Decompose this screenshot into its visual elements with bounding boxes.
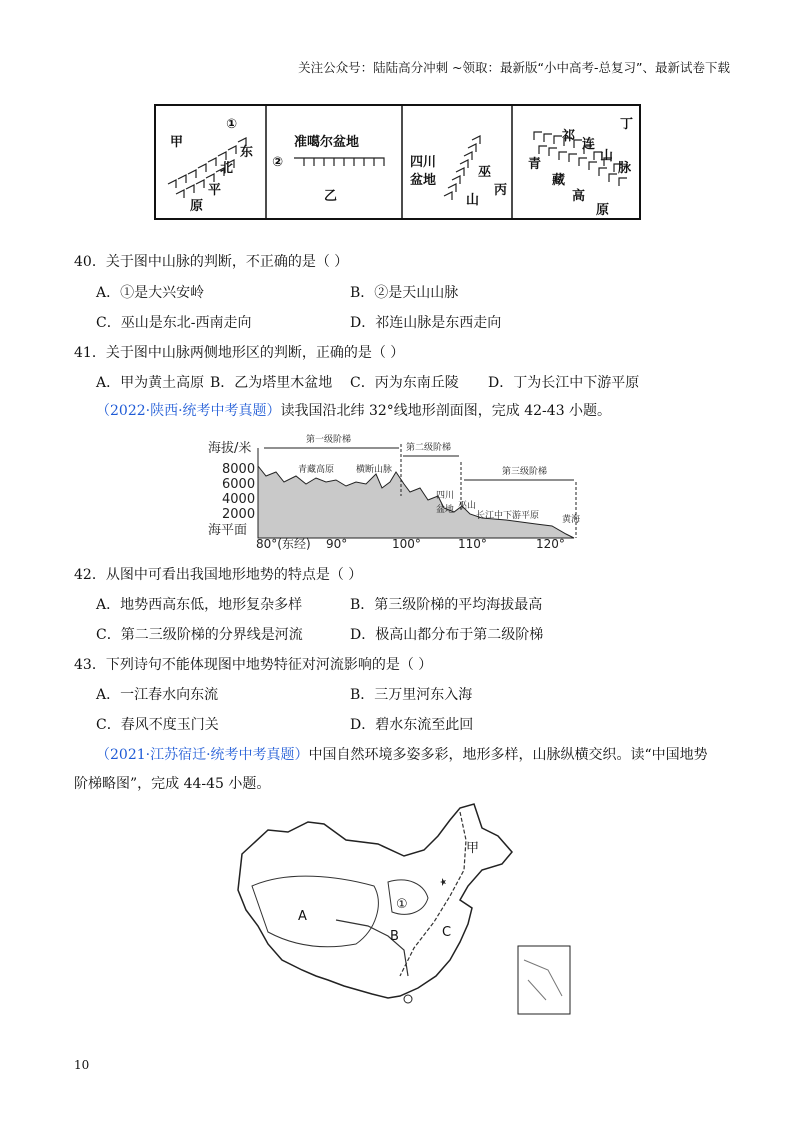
q41-option-b[interactable]: B．乙为塔里木盆地 (210, 375, 333, 391)
intro-44-45-cont: 阶梯略图”，完成 44-45 小题。 (74, 776, 271, 792)
mountain-panels-figure (154, 104, 642, 222)
label-qing: 青 (528, 157, 542, 172)
q42-stem: 42．从图中可看出我国地形地势的特点是（ ） (74, 567, 363, 583)
q42-option-a[interactable]: A．地势西高东低，地形复杂多样 (96, 597, 303, 613)
label-shan2: 山 (600, 149, 614, 164)
sichuan-label-1: 四川 (436, 491, 455, 501)
q42-option-c[interactable]: C．第二三级阶梯的分界线是河流 (96, 627, 303, 643)
q40-option-b[interactable]: B．②是天山山脉 (350, 285, 459, 301)
q41-stem: 41．关于图中山脉两侧地形区的判断，正确的是（ ） (74, 345, 405, 361)
ytick-2000: 2000 (222, 507, 256, 522)
q42-option-d[interactable]: D．极高山都分布于第二级阶梯 (350, 627, 544, 643)
map-label-c: C (442, 925, 452, 940)
step1-label: 第一级阶梯 (306, 435, 352, 445)
label-yuan: 原 (190, 199, 204, 214)
china-terrain-map (228, 800, 578, 1022)
terrain-profile-chart (206, 426, 592, 550)
qingzang-label: 青藏高原 (298, 465, 335, 475)
label-shan: 山 (466, 193, 480, 208)
label-bing: 丙 (494, 183, 508, 198)
ytick-8000: 8000 (222, 462, 256, 477)
q40-option-d[interactable]: D．祁连山脉是东西走向 (350, 315, 502, 331)
map-label-a: A (298, 909, 307, 924)
q42-option-b[interactable]: B．第三级阶梯的平均海拔最高 (350, 597, 543, 613)
intro-44-45-source: （2021·江苏宿迁·统考中考真题） (96, 747, 309, 763)
q43-option-d[interactable]: D．碧水东流至此回 (350, 717, 474, 733)
label-lian: 连 (582, 137, 596, 152)
map-label-one: ① (396, 897, 408, 912)
label-sichuan: 四川 (410, 155, 437, 170)
xtick-120: 120° (536, 537, 565, 550)
xtick-100: 100° (392, 537, 421, 550)
label-ding: 丁 (620, 117, 634, 132)
donghai-label: 黄海 (562, 515, 581, 525)
xtick-110: 110° (458, 537, 487, 550)
intro-44-45 (96, 745, 708, 765)
q41-option-c[interactable]: C．丙为东南丘陵 (350, 375, 459, 391)
map-label-jia: 甲 (466, 841, 480, 856)
changjiang-label: 长江中下游平原 (476, 511, 540, 521)
wushan-label: 巫山 (458, 501, 477, 511)
page-number: 10 (74, 1058, 90, 1072)
label-num2: ② (272, 155, 284, 170)
q43-stem: 43．下列诗句不能体现图中地势特征对河流影响的是（ ） (74, 657, 433, 673)
profile-ylabel: 海拔/米 (208, 441, 252, 456)
label-zang: 藏 (552, 173, 566, 188)
sichuan-label-2: 盆地 (436, 505, 455, 515)
step3-label: 第三级阶梯 (502, 467, 548, 477)
label-dong: 东 (240, 145, 254, 160)
label-num1: ① (226, 117, 238, 132)
label-ping: 平 (208, 183, 222, 198)
label-gao: 高 (572, 189, 586, 204)
xtick-90: 90° (326, 537, 348, 550)
ytick-4000: 4000 (222, 492, 256, 507)
q40-option-a[interactable]: A．①是大兴安岭 (96, 285, 205, 301)
hengduan-label: 横断山脉 (356, 465, 393, 475)
label-yi: 乙 (324, 189, 338, 204)
page-header: 关注公众号：陆陆高分冲刺 ~领取：最新版“小中高考-总复习”、最新试卷下载 (298, 60, 730, 75)
q41-option-a[interactable]: A．甲为黄土高原 (96, 375, 205, 391)
intro-42-43 (96, 401, 611, 421)
q43-option-a[interactable]: A．一江春水向东流 (96, 687, 219, 703)
q40-option-c[interactable]: C．巫山是东北-西南走向 (96, 315, 252, 331)
label-wu: 巫 (478, 165, 492, 180)
label-pendi: 盆地 (410, 173, 437, 188)
label-qi: 祁 (562, 129, 576, 144)
label-bei: 北 (220, 161, 234, 176)
ytick-6000: 6000 (222, 477, 256, 492)
xtick-80: 80°(东经) (256, 537, 311, 550)
step2-label: 第二级阶梯 (406, 443, 452, 453)
label-junggar: 准噶尔盆地 (294, 135, 360, 150)
intro-44-45-text: 中国自然环境多姿多彩，地形多样，山脉纵横交织。读“中国地势 (308, 747, 708, 763)
q40-stem: 40．关于图中山脉的判断，不正确的是（ ） (74, 254, 349, 270)
label-mai: 脉 (618, 161, 632, 176)
q43-option-c[interactable]: C．春风不度玉门关 (96, 717, 219, 733)
map-label-b: B (390, 929, 399, 944)
q43-option-b[interactable]: B．三万里河东入海 (350, 687, 473, 703)
q41-option-d[interactable]: D．丁为长江中下游平原 (488, 375, 640, 391)
label-yuan2: 原 (596, 203, 610, 218)
label-jia: 甲 (170, 135, 184, 150)
profile-sea-level: 海平面 (208, 523, 248, 538)
intro-42-43-text: 读我国沿北纬 32°线地形剖面图，完成 42-43 小题。 (280, 403, 612, 419)
intro-42-43-source: （2022·陕西·统考中考真题） (96, 403, 281, 419)
